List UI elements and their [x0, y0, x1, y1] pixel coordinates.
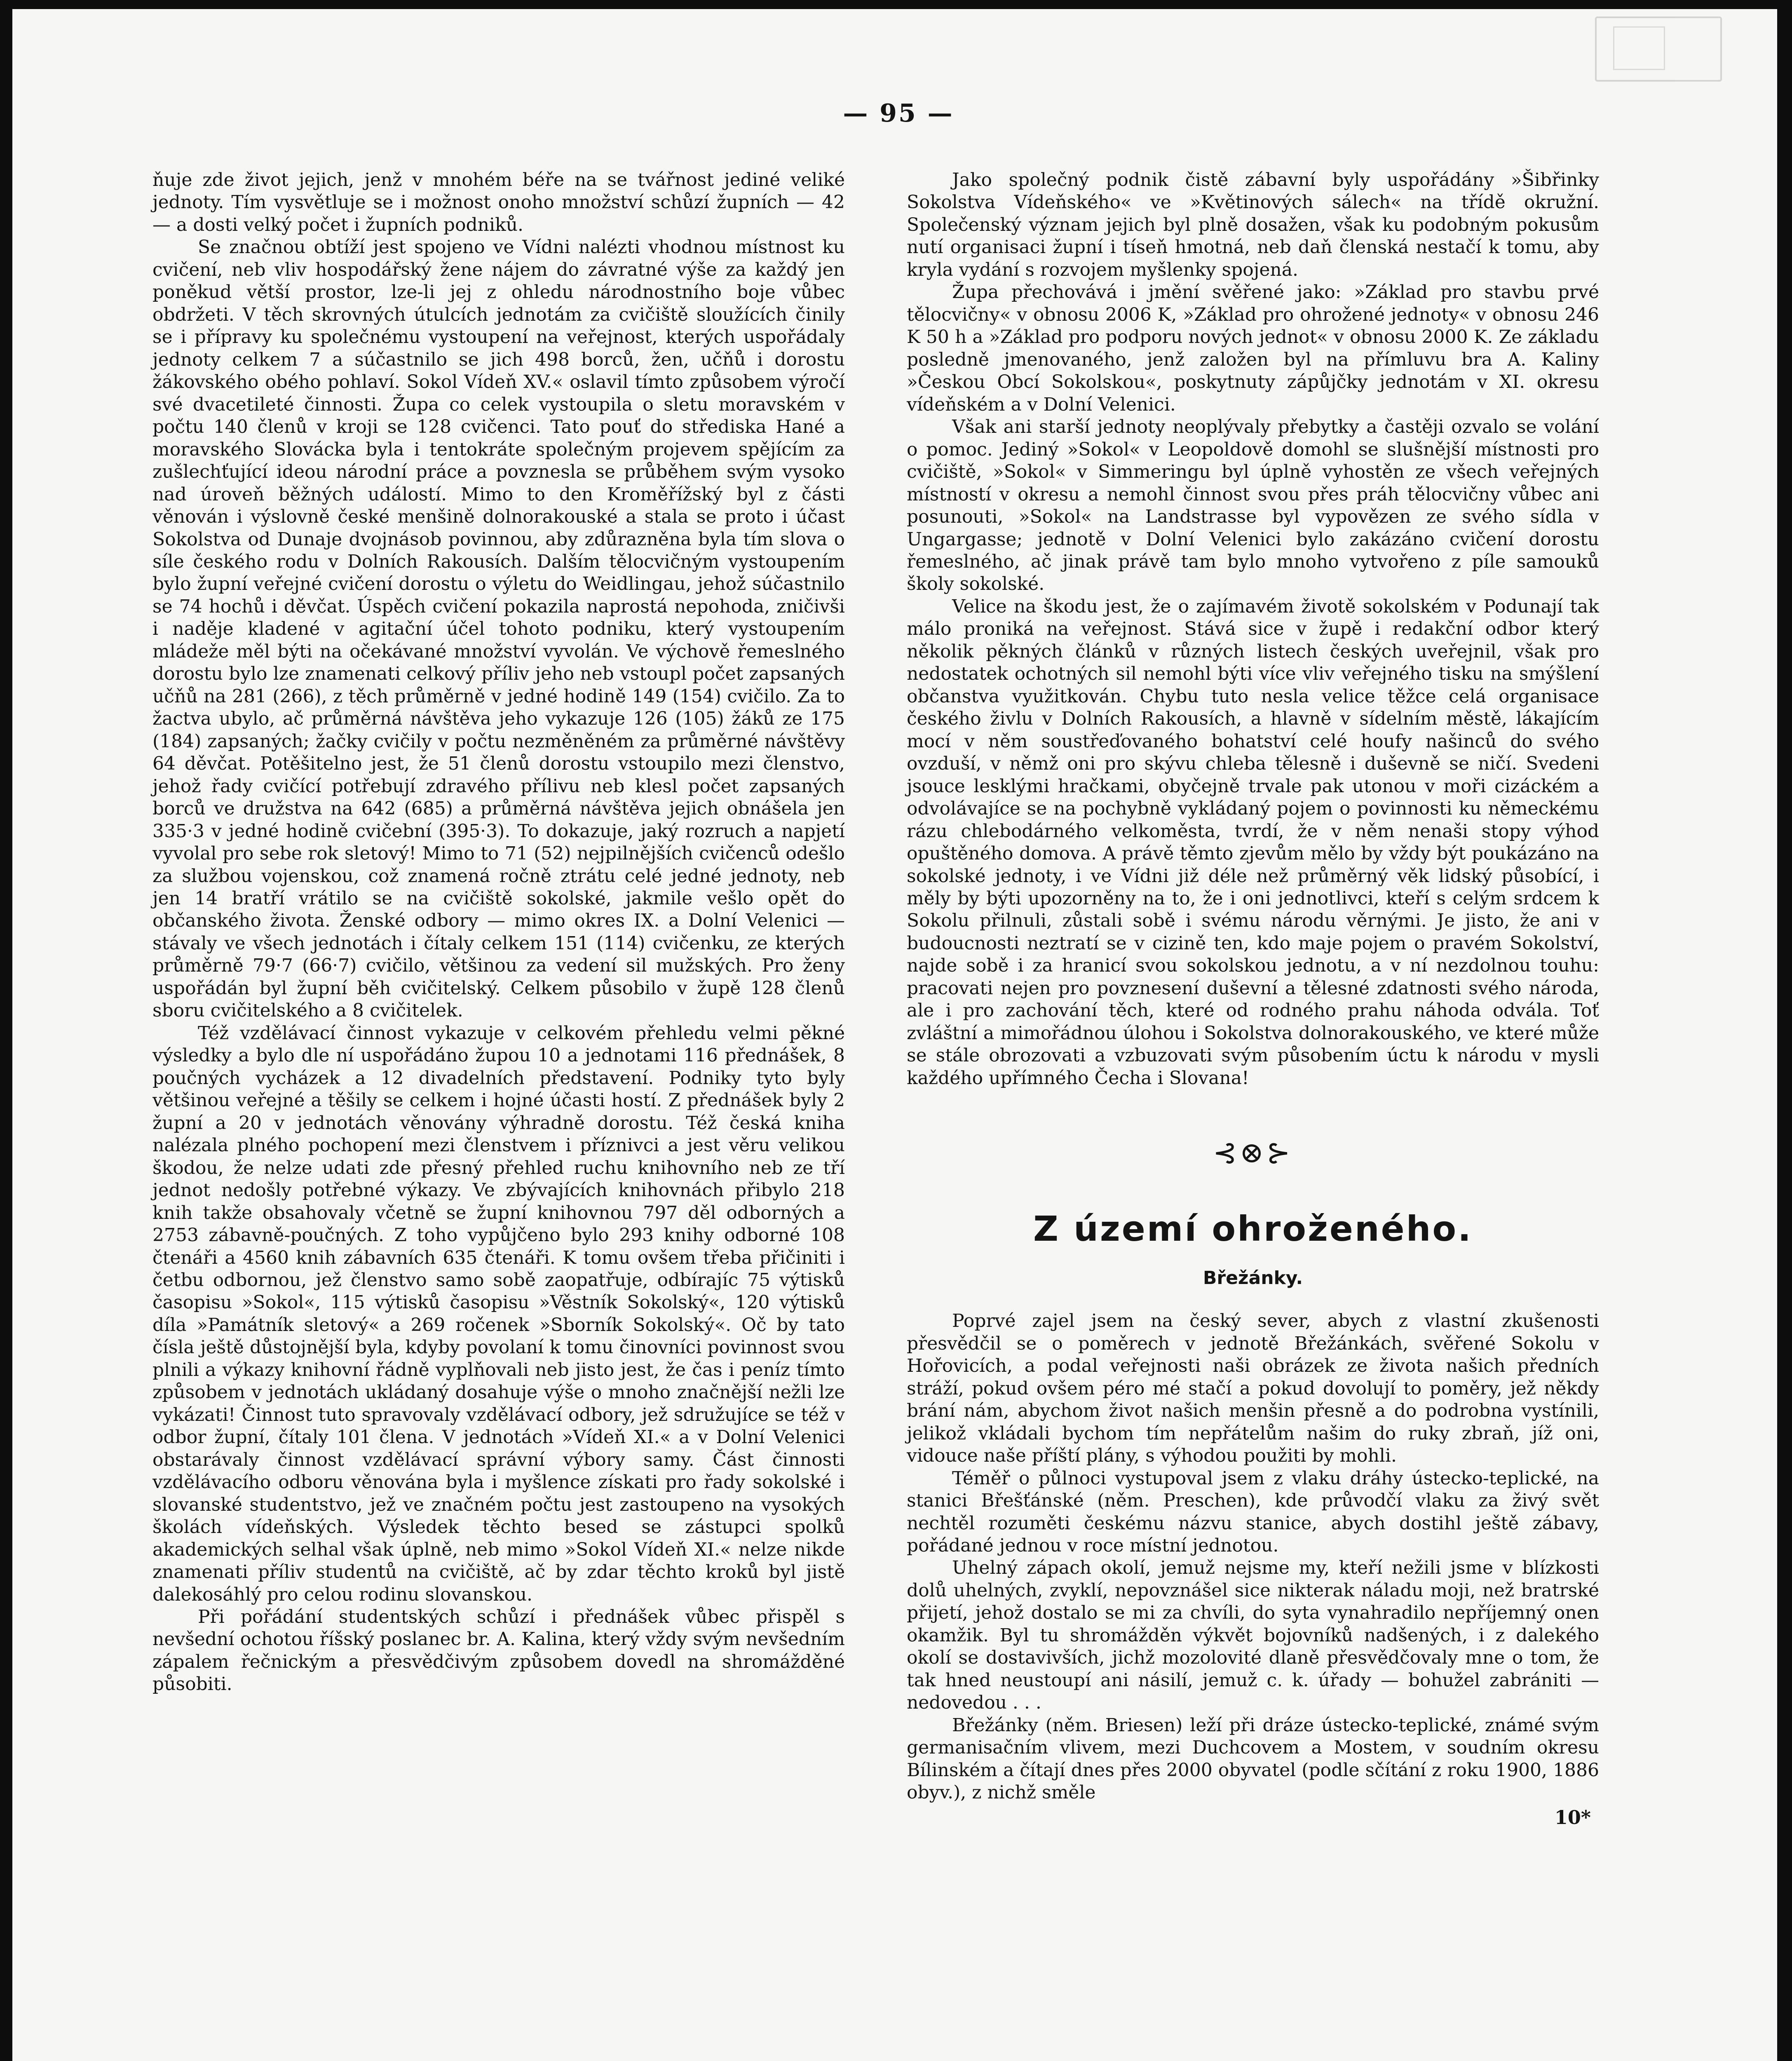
- subsection-title: Břežánky.: [1203, 1267, 1303, 1289]
- paragraph: Župa přechovává i jmění svěřené jako: »Základ pro stavbu prvé tělocvičny« v obnosu 2006 K, »Základ pro ohrožené jednoty« v obnosu 246 K 50 h a »Základ pro podporu nových jednot« v obnosu 2000 K. Ze základu posledně jmenovaného, jenž založen byl na přímluvu bra A. Kaliny »Českou Obcí Sokolskou«, poskytnuty zápůjčky jednotám v XI. okresu vídeňském a v Dolní Velenici.: [907, 282, 1599, 415]
- paragraph: Však ani starší jednoty neoplývaly přebytky a častěji ozvalo se volání o pomoc. Jediný »Sokol« v Leopoldově domohl se slušnější místnosti pro cvičiště, »Sokol« v Simmeringu byl úplně vyhostěn ze všech veřejných místností v okresu a nemohl činnost svou přes práh tělocvičny vůbec ani posunouti, »Sokol« na Landstrasse byl vypovězen ze svého sídla v Ungargasse; jednotě v Dolní Velenici bylo zakázáno cvičení dorostu řemeslného, ač jinak právě tam bylo mnoho vytvořeno z píle samouků školy sokolské.: [907, 416, 1599, 595]
- right-column: [907, 169, 1599, 1829]
- paragraph: Se značnou obtíží jest spojeno ve Vídni nalézti vhodnou místnost ku cvičení, neb vliv hospodářský žene nájem do závratné výše za každý jen poněkud větší prostor, lze-li jej z ohledu národnostního boje vůbec obdržeti. V těch skrovných útulcích jednotám za cvičiště sloužících činily se i přípravy ku společnému vystoupení na veřejnost, kterých uspořádaly jednoty celkem 7 a súčastnilo se jich 498 borců, žen, učňů i dorostu žákovského obého pohlaví. Sokol Vídeň XV.« oslavil tímto způsobem výročí své dvacetileté činnosti. Župa co celek vystoupila o sletu moravském v počtu 140 členů v kroji se 128 cvičenci. Tato pouť do střediska Hané a moravského Slovácka byla i tentokráte společným projevem spějícím za zušlechťující ideou národní práce a povznesla se průběhem svým vysoko nad úroveň běžných událostí. Mimo to den Kroměřížský byl z části věnován i výslovně české menšině dolnorakouské a stala se proto i účast Sokolstva od Dunaje dvojnásob povinnou, aby zdůrazněna byla tím slova o síle českého rodu v Dolních Rakousích. Dalším tělocvičným vystoupením bylo župní veřejné cvičení dorostu o výletu do Weidlingau, jehož súčastnilo se 74 hochů i děvčat. Úspěch cvičení pokazila naprostá nepohoda, zničivši i naděje kladené v agitační účel tohoto podniku, který vystoupením mládeže měl býti na očekávané množství vyvolán. Ve výchově řemeslného dorostu bylo lze znamenati celkový příliv jeho neb vstoupl počet zapsaných učňů na 281 (266), z těch průměrně v jedné hodině 149 (154) cvičilo. Za to žactva ubylo, ač průměrná návštěva jeho vykazuje 126 (105) žáků ze 175 (184) zapsaných; žačky cvičily v počtu nezměněném za průměrné návštěvy 64 děvčat. Potěšitelno jest, že 51 členů dorostu vstoupilo mezi členstvo, jehož řady cvičící potřebují zdravého přílivu neb klesl počet zapsaných borců ve družstva na 642 (685) a průměrná návštěva jejich obnášela jen 335·3 v jedné hodině cvičební (395·3). To dokazuje, jaký rozruch a napjetí vyvolal pro sebe rok sletový! Mimo to 71 (52) nejpilnějších cvičenců odešlo za službou vojenskou, což znamená ročně ztrátu celé jedné jednoty, neb jen 14 bratří vrátilo se na cvičiště sokolské, jakmile vešlo opět do občanského života. Ženské odbory — mimo okres IX. a Dolní Velenici — stávaly ve všech jednotách i čítaly celkem 151 (114) cvičenku, ze kterých průměrně 79·7 (66·7) cvičilo, většinou za vedení sil mužských. Pro ženy uspořádán byl župní běh cvičitelský. Celkem působilo v župě 128 členů sboru cvičitelského a 8 cvičitelek.: [152, 237, 845, 1021]
- paragraph: Poprvé zajel jsem na český sever, abych z vlastní zkušenosti přesvědčil se o poměrech v jednotě Břežánkách, svěřené Sokolu v Hořovicích, a podal veřejnosti naši obrázek ze života našich předních stráží, pokud ovšem péro mé stačí a pokud dovolují to poměry, jež někdy brání nám, abychom život našich menšin přesně a do podrobna vystínili, jelikož vkládali bychom tím nepřátelům našim do ruky zbraň, jíž oni, vidouce naše příští plány, s výhodou použiti by mohli.: [907, 1310, 1599, 1467]
- signature-mark: 10*: [1554, 1806, 1591, 1829]
- paragraph: Téměř o půlnoci vystupoval jsem z vlaku dráhy ústecko-teplické, na stanici Břešťánské (něm. Preschen), kde průvodčí vlaku za živý svět nechtěl rozuměti českému názvu stanice, abych dostihl ještě zábavy, pořádané jednou v roce místní jednotou.: [907, 1467, 1599, 1556]
- library-stamp: [1595, 16, 1722, 82]
- left-column: [152, 169, 845, 1696]
- paragraph: Jako společný podnik čistě zábavní byly uspořádány »Šibřinky Sokolstva Vídeňského« ve »Květinových sálech« na třídě okružní. Společenský význam jejich byl plně dosažen, však ku podobným pokusům nutí organisaci župní i tíseň hmotná, neb daň členská nestačí k tomu, aby kryla vydání s rozvojem myšlenky spojená.: [907, 169, 1599, 280]
- page-number: — 95 —: [843, 99, 954, 128]
- paragraph: Uhelný zápach okolí, jemuž nejsme my, kteří nežili jsme v blízkosti dolů uhelných, zvyklí, nepovznášel sice nikterak náladu moji, než bratrské přijetí, jehož dostalo se mi za chvíli, do syta vynahradilo nepříjemný onen okamžik. Byl tu shromážděn výkvět bojovníků nadšených, i z dalekého okolí se dostavivších, jichž mozolovité dlaně přesvědčovaly mne o tom, že tak hned neustoupí ani násilí, jemuž c. k. úřady — bohužel zabrániti — nedovedou . . .: [907, 1557, 1599, 1714]
- paragraph: Břežánky (něm. Briesen) leží při dráze ústecko-teplické, známé svým germanisačním vlivem, mezi Duchcovem a Mostem, v soudním okresu Bílinském a čítají dnes přes 2000 obyvatel (podle sčítání z roku 1900, 1886 obyv.), z nichž směle: [907, 1714, 1599, 1803]
- paragraph: Velice na škodu jest, že o zajímavém životě sokolském v Podunají tak málo proniká na veřejnost. Stává sice v župě i redakční odbor který několik pěkných článků v různých listech českých uveřejnil, však pro nedostatek ochotných sil nemohl býti více vliv veřejného tisku na smýšlení občanstva využitkován. Chybu tuto nesla velice těžce celá organisace českého živlu v Dolních Rakousích, a hlavně v sídelním městě, lákajícím mocí v něm soustřeďovaného bohatství celé houfy našinců do svého ovzduší, v němž oni pro skývu chleba tělesně i duševně se ničí. Svedeni jsouce lesklými hračkami, obyčejně trvale pak utonou v moři cizáckém a odvolávajíce se na pochybně vykládaný pojem o povinnosti ku německému rázu chlebodárného velkoměsta, tvrdí, že v něm nenaši stopy výhod opuštěného domova. A právě těmto zjevům mělo by vždy být poukázáno na sokolské jednoty, i ve Vídni již déle než průměrný věk lidský působící, i měly by býti upozorněny na to, že i oni jednotlivci, kteří s celým srdcem k Sokolu přilnuli, zůstali sobě i svému národu věrnými. Je jisto, že ani v budoucnosti neztratí se v cizině ten, kdo maje pojem o pravém Sokolství, najde sobě i za hranicí svou sokolskou jednotu, a v ní nezdolnou touhu: pracovati nejen pro povznesení duševní a tělesné zdatnosti svého národa, ale i pro zachování těch, které od rodného prahu náhoda odvála. Toť zvláštní a mimořádnou úlohou i Sokolstva dolnorakouského, ve které může se stále obrozovati a vzbuzovati svým působením úctu k národu v mysli každého upřímného Čecha i Slovana!: [907, 596, 1599, 1089]
- paragraph: Při pořádání studentských schůzí i přednášek vůbec přispěl s nevšední ochotou říšský poslanec br. A. Kalina, který vždy svým nevšedním zápalem řečnickým a přesvědčivým způsobem dovedl na shromážděné působiti.: [152, 1606, 845, 1695]
- ornament-divider: ⊰⊗⊱: [1213, 1136, 1293, 1170]
- section-title: Z území ohroženého.: [1033, 1208, 1473, 1249]
- paragraph: ňuje zde život jejich, jenž v mnohém béře na se tvářnost jediné veliké jednoty. Tím vysvětluje se i možnost onoho množství schůzí župních — 42 — a dosti velký počet i župních podniků.: [152, 169, 845, 235]
- paragraph: Též vzdělávací činnost vykazuje v celkovém přehledu velmi pěkné výsledky a bylo dle ní uspořádáno župou 10 a jednotami 116 přednášek, 8 poučných vycházek a 12 divadelních představení. Podniky tyto byly většinou veřejné a těšily se celkem i hojné účasti hostí. Z přednášek byly 2 župní a 20 v jednotách věnovány výhradně dorostu. Též česká kniha nalézala plného pochopení mezi členstvem i příznivci a jest věru velikou škodou, že nelze udati zde přesný přehled ruchu knihovního neb ze tří jednot nedošly potřebné výkazy. Ve zbývajících knihovnách přibylo 218 knih takže obsahovaly včetně se župní knihovnou 797 děl odborných a 2753 zábavně-poučných. Z toho vypůjčeno bylo 293 knihy odborné 108 čtenáři a 4560 knih zábavních 635 čtenáři. K tomu ovšem třeba přičiniti i četbu odbornou, jež členstvo samo sobě zaopatřuje, odbírajíc 75 výtisků časopisu »Sokol«, 115 výtisků časopisu »Věstník Sokolský«, 120 výtisků díla »Památník sletový« a 269 ročenek »Sborník Sokolský«. Oč by tato čísla ještě důstojnější byla, kdyby povolaní k tomu činovníci povinnost svou plnili a výkazy knihovní řádně vyplňovali neb jisto jest, že čas i peníz tímto způsobem v jednotách ukládaný dosahuje výše o mnoho značnější nežli lze vykázati! Činnost tuto spravovaly vzdělávací odbory, jež sdružujíce se též v odbor župní, čítaly 101 člena. V jednotách »Vídeň XI.« a v Dolní Velenici obstarávaly činnost vzdělávací správní výbory samy. Část činnosti vzdělávacího odboru věnována byla i myšlence získati pro řady sokolské i slovanské studentstvo, jež ve značném počtu jest zastoupeno na vysokých školách vídeňských. Výsledek těchto besed se zástupci spolků akademických selhal však úplně, neb mimo »Sokol Vídeň XI.« nelze nikde znamenati příliv studentů na cvičiště, ač by zdar těchto kroků byl jistě dalekosáhlý pro celou rodinu slovanskou.: [152, 1022, 845, 1605]
